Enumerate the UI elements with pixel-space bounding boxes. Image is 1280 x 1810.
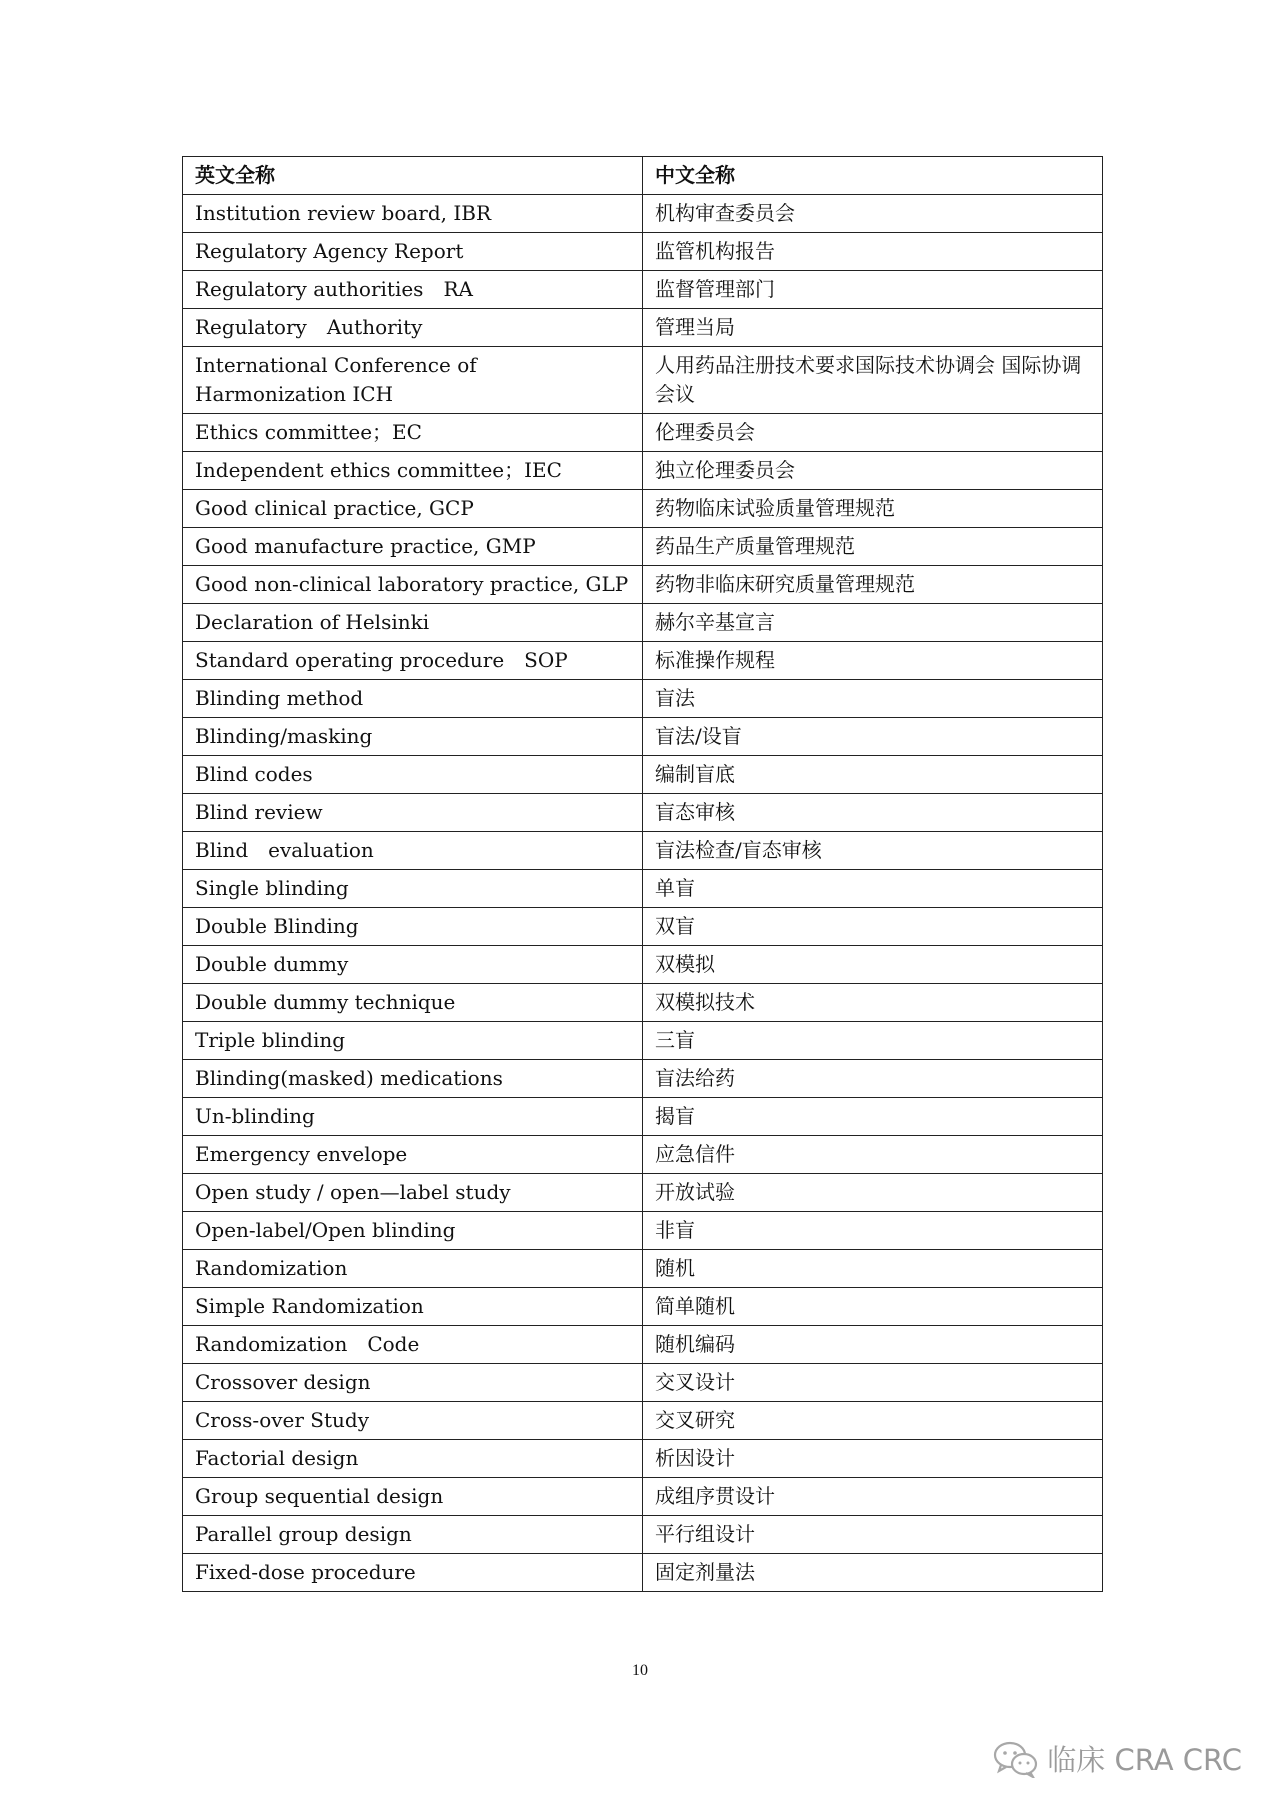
table-row <box>183 347 1103 414</box>
english-term-cell: Cross-over Study <box>183 1402 643 1440</box>
english-term-cell: Blind review <box>183 794 643 832</box>
table-row <box>183 680 1103 718</box>
chinese-term-cell: 盲态审核 <box>643 794 1103 832</box>
chinese-term-cell: 盲法给药 <box>643 1060 1103 1098</box>
table-row <box>183 1174 1103 1212</box>
table-row <box>183 452 1103 490</box>
table-row <box>183 794 1103 832</box>
header-chinese-full-name: 中文全称 <box>643 157 1103 195</box>
english-term-cell: Crossover design <box>183 1364 643 1402</box>
english-term-cell: Regulatory authorities RA <box>183 271 643 309</box>
chinese-term-cell: 双模拟技术 <box>643 984 1103 1022</box>
watermark <box>993 1738 1242 1779</box>
table-row <box>183 528 1103 566</box>
english-term-cell: Regulatory Authority <box>183 309 643 347</box>
chinese-term-cell: 盲法/设盲 <box>643 718 1103 756</box>
table-row <box>183 1022 1103 1060</box>
english-term-cell: Emergency envelope <box>183 1136 643 1174</box>
english-term-cell: Simple Randomization <box>183 1288 643 1326</box>
english-term-cell: Randomization <box>183 1250 643 1288</box>
wechat-icon <box>993 1740 1039 1778</box>
chinese-term-cell: 随机 <box>643 1250 1103 1288</box>
table-row <box>183 414 1103 452</box>
table-row <box>183 756 1103 794</box>
table-row <box>183 490 1103 528</box>
table-row <box>183 233 1103 271</box>
chinese-term-cell: 随机编码 <box>643 1326 1103 1364</box>
chinese-term-cell: 药物非临床研究质量管理规范 <box>643 566 1103 604</box>
table-row <box>183 1516 1103 1554</box>
english-term-cell: Open study / open—label study <box>183 1174 643 1212</box>
chinese-term-cell: 双模拟 <box>643 946 1103 984</box>
table-row <box>183 908 1103 946</box>
english-term-cell: Factorial design <box>183 1440 643 1478</box>
english-term-cell: Standard operating procedure SOP <box>183 642 643 680</box>
chinese-term-cell: 监管机构报告 <box>643 233 1103 271</box>
chinese-term-cell: 固定剂量法 <box>643 1554 1103 1592</box>
english-term-cell: Blinding/masking <box>183 718 643 756</box>
english-term-cell: Double Blinding <box>183 908 643 946</box>
chinese-term-cell: 机构审查委员会 <box>643 195 1103 233</box>
chinese-term-cell: 药品生产质量管理规范 <box>643 528 1103 566</box>
chinese-term-cell: 交叉研究 <box>643 1402 1103 1440</box>
table-row <box>183 1250 1103 1288</box>
english-term-cell: International Conference of Harmonization ICH <box>183 347 643 414</box>
english-term-cell: Institution review board, IBR <box>183 195 643 233</box>
table-row <box>183 946 1103 984</box>
watermark-text: 临床 CRA CRC <box>1047 1743 1242 1777</box>
english-term-cell: Randomization Code <box>183 1326 643 1364</box>
table-header-row <box>183 157 1103 195</box>
chinese-term-cell: 独立伦理委员会 <box>643 452 1103 490</box>
chinese-term-cell: 三盲 <box>643 1022 1103 1060</box>
table-row <box>183 1554 1103 1592</box>
chinese-term-cell: 盲法 <box>643 680 1103 718</box>
english-term-cell: Open-label/Open blinding <box>183 1212 643 1250</box>
chinese-term-cell: 盲法检查/盲态审核 <box>643 832 1103 870</box>
table-row <box>183 309 1103 347</box>
chinese-term-cell: 平行组设计 <box>643 1516 1103 1554</box>
chinese-term-cell: 药物临床试验质量管理规范 <box>643 490 1103 528</box>
chinese-term-cell: 人用药品注册技术要求国际技术协调会 国际协调会议 <box>643 347 1103 414</box>
english-term-cell: Ethics committee；EC <box>183 414 643 452</box>
header-english-full-name: 英文全称 <box>183 157 643 195</box>
table-row <box>183 271 1103 309</box>
english-term-cell: Un-blinding <box>183 1098 643 1136</box>
chinese-term-cell: 赫尔辛基宣言 <box>643 604 1103 642</box>
chinese-term-cell: 伦理委员会 <box>643 414 1103 452</box>
english-term-cell: Independent ethics committee；IEC <box>183 452 643 490</box>
chinese-term-cell: 交叉设计 <box>643 1364 1103 1402</box>
chinese-term-cell: 标准操作规程 <box>643 642 1103 680</box>
english-term-cell: Regulatory Agency Report <box>183 233 643 271</box>
english-term-cell: Triple blinding <box>183 1022 643 1060</box>
table-row <box>183 1288 1103 1326</box>
english-term-cell: Double dummy <box>183 946 643 984</box>
table-row <box>183 1478 1103 1516</box>
table-row <box>183 604 1103 642</box>
table-row <box>183 1212 1103 1250</box>
table-row <box>183 1440 1103 1478</box>
english-term-cell: Double dummy technique <box>183 984 643 1022</box>
page-number: 10 <box>632 1662 648 1679</box>
english-term-cell: Blinding method <box>183 680 643 718</box>
chinese-term-cell: 单盲 <box>643 870 1103 908</box>
table-row <box>183 642 1103 680</box>
english-term-cell: Good manufacture practice, GMP <box>183 528 643 566</box>
english-term-cell: Group sequential design <box>183 1478 643 1516</box>
english-term-cell: Single blinding <box>183 870 643 908</box>
chinese-term-cell: 析因设计 <box>643 1440 1103 1478</box>
chinese-term-cell: 简单随机 <box>643 1288 1103 1326</box>
english-term-cell: Blind codes <box>183 756 643 794</box>
english-term-cell: Good non-clinical laboratory practice, GLP <box>183 566 643 604</box>
table-row <box>183 1098 1103 1136</box>
chinese-term-cell: 应急信件 <box>643 1136 1103 1174</box>
chinese-term-cell: 编制盲底 <box>643 756 1103 794</box>
english-term-cell: Declaration of Helsinki <box>183 604 643 642</box>
english-term-cell: Parallel group design <box>183 1516 643 1554</box>
table-row <box>183 1402 1103 1440</box>
english-term-cell: Good clinical practice, GCP <box>183 490 643 528</box>
chinese-term-cell: 监督管理部门 <box>643 271 1103 309</box>
chinese-term-cell: 揭盲 <box>643 1098 1103 1136</box>
english-term-cell: Fixed-dose procedure <box>183 1554 643 1592</box>
table-row <box>183 1136 1103 1174</box>
english-term-cell: Blinding(masked) medications <box>183 1060 643 1098</box>
table-row <box>183 870 1103 908</box>
table-row <box>183 984 1103 1022</box>
chinese-term-cell: 管理当局 <box>643 309 1103 347</box>
table-body <box>183 195 1103 1592</box>
chinese-term-cell: 双盲 <box>643 908 1103 946</box>
table-row <box>183 566 1103 604</box>
english-term-cell: Blind evaluation <box>183 832 643 870</box>
table-row <box>183 718 1103 756</box>
chinese-term-cell: 开放试验 <box>643 1174 1103 1212</box>
table-row <box>183 1364 1103 1402</box>
chinese-term-cell: 成组序贯设计 <box>643 1478 1103 1516</box>
table-row <box>183 195 1103 233</box>
table-row <box>183 1060 1103 1098</box>
table-row <box>183 832 1103 870</box>
glossary-table <box>182 156 1103 1592</box>
table-row <box>183 1326 1103 1364</box>
chinese-term-cell: 非盲 <box>643 1212 1103 1250</box>
